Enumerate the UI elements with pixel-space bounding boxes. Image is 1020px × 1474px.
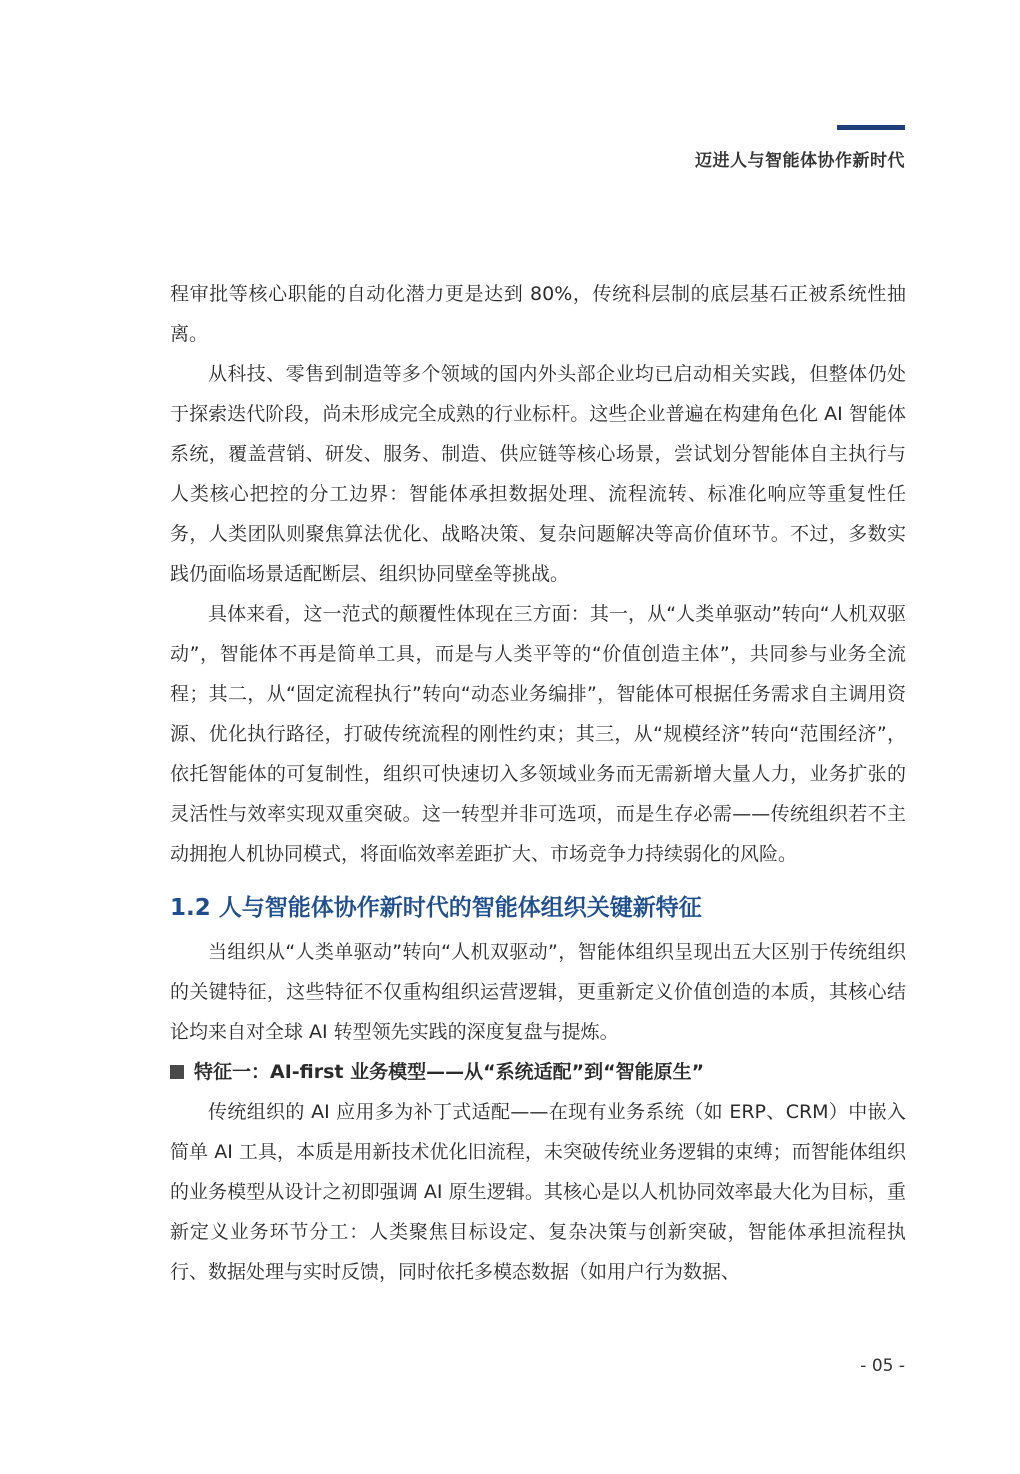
paragraph-paradigm-shift: 具体来看，这一范式的颠覆性体现在三方面：其一，从“人类单驱动”转向“人机双驱动”，智能体不再是简单工具，而是与人类平等的“价值创造主体”，共同参与业务全流程；其二，从“固定流程执行”转向“动态业务编排”，智能体可根据任务需求自主调用资源、优化执行路径，打破传统流程的刚性约束；其三，从“规模经济”转向“范围经济”，依托智能体的可复制性，组织可快速切入多领域业务而无需新增大量人力，业务扩张的灵活性与效率实现双重突破。这一转型并非可选项，而是生存必需——传统组织若不主动拥抱人机协同模式，将面临效率差距扩大、市场竞争力持续弱化的风险。: [170, 603, 906, 865]
square-bullet-icon: [170, 1065, 184, 1079]
running-header-title: 迈进人与智能体协作新时代: [695, 151, 905, 171]
header-accent-bar: [837, 125, 905, 130]
section-heading: 1.2 人与智能体协作新时代的智能体组织关键新特征: [170, 895, 702, 921]
feature-one-heading-text: 特征一：AI-first 业务模型——从“系统适配”到“智能原生”: [194, 1061, 705, 1083]
page-number: - 05 -: [860, 1356, 905, 1376]
feature-one-heading: [170, 1052, 906, 1092]
section-intro-paragraph: 当组织从“人类单驱动”转向“人机双驱动”，智能体组织呈现出五大区别于传统组织的关键特征，这些特征不仅重构组织运营逻辑，更重新定义价值创造的本质，其核心结论均来自对全球 AI 转型领先实践的深度复盘与提炼。: [170, 941, 906, 1043]
paragraph-enterprise-practice: 从科技、零售到制造等多个领域的国内外头部企业均已启动相关实践，但整体仍处于探索迭代阶段，尚未形成完全成熟的行业标杆。这些企业普遍在构建角色化 AI 智能体系统，覆盖营销、研发、服务、制造、供应链等核心场景，尝试划分智能体自主执行与人类核心把控的分工边界：智能体承担数据处理、流程流转、标准化响应等重复性任务，人类团队则聚焦算法优化、战略决策、复杂问题解决等高价值环节。不过，多数实践仍面临场景适配断层、组织协同壁垒等挑战。: [170, 363, 906, 585]
feature-one-body: 传统组织的 AI 应用多为补丁式适配——在现有业务系统（如 ERP、CRM）中嵌入简单 AI 工具，本质是用新技术优化旧流程，未突破传统业务逻辑的束缚；而智能体组织的业务模型从设计之初即强调 AI 原生逻辑。其核心是以人机协同效率最大化为目标，重新定义业务环节分工：人类聚焦目标设定、复杂决策与创新突破，智能体承担流程执行、数据处理与实时反馈，同时依托多模态数据（如用户行为数据、: [170, 1101, 906, 1283]
paragraph-continued: 程审批等核心职能的自动化潜力更是达到 80%，传统科层制的底层基石正被系统性抽离。: [170, 283, 906, 345]
main-content: [170, 274, 906, 1292]
